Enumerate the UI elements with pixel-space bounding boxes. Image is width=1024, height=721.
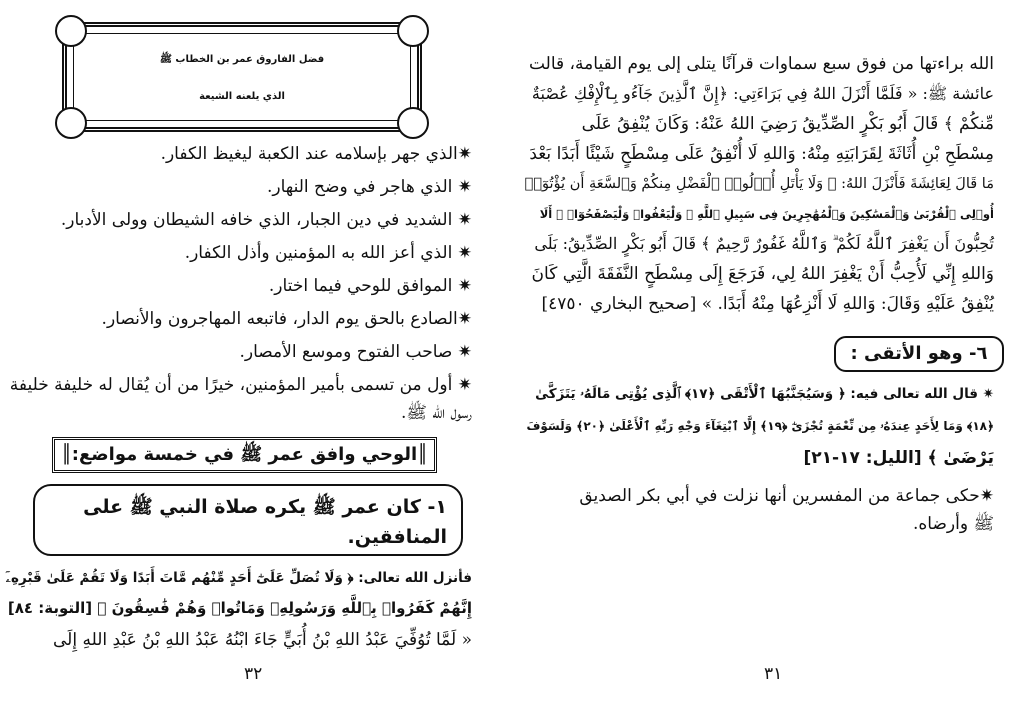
body-line: ✷حكى جماعة من المفسرين أنها نزلت في أبي بكر الصديق <box>579 486 994 506</box>
bullet-item: ✷ الشديد في دين الجبار، الذي خافه الشيطان وولى الأدبار. <box>60 210 472 230</box>
left-page <box>0 0 508 721</box>
ornament-corner <box>397 107 429 139</box>
numbered-heading-box <box>33 484 463 556</box>
page-number: ٣١ <box>764 664 783 684</box>
bullet-item: ✷ أول من تسمى بأمير المؤمنين، خيرًا من أن يُقال له خليفة خليفة <box>9 375 472 395</box>
page-number: ٣٢ <box>244 664 263 684</box>
book-gutter <box>508 0 516 721</box>
bullet-item: ✷ الموافق للوحي فيما اختار. <box>268 276 472 296</box>
bullet-item-continuation: رسول الله ﷺ. <box>401 403 472 423</box>
heading-line: المنافقين. <box>347 526 447 548</box>
body-line: عائشة ﷺ: « فَلَمَّا أَنْزَلَ اللهُ فِي بَرَاءَتِي: ﴿إِنَّ ٱلَّذِينَ جَآءُو بِٱلْإِفْكِ عُصْبَةٌ <box>531 84 994 103</box>
bullet-item: ✷ صاحب الفتوح وموسع الأمصار. <box>239 342 472 362</box>
bullet-item: ✷ الذي هاجر في وضح النهار. <box>266 177 472 197</box>
page-title: فضل الفاروق عمر بن الخطاب ﷺ <box>159 54 325 65</box>
page-subtitle: الذي يلعنه الشيعة <box>199 91 285 102</box>
verse-line: فأنزل الله تعالى: ﴿ وَلَا تُصَلِّ عَلَىٰٓ أَحَدٍ مِّنْهُم مَّاتَ أَبَدًا وَلَا تَقُمْ عَلَىٰ قَبْرِهِۦٓ <box>5 570 472 586</box>
right-page <box>516 0 1024 721</box>
body-line: تُحِبُّونَ أَن يَغْفِرَ ٱللَّهُ لَكُمْ ۗ وَٱللَّهُ غَفُورٌ رَّحِيمٌ ﴾ قَالَ أَبُو بَكْرٍ الصِّدِّيقُ: بَلَى <box>534 234 994 253</box>
section-banner: ║ الوحي وافق عمر ﷺ في خمسة مواضع: ║ <box>52 437 437 473</box>
ornament-corner <box>55 107 87 139</box>
bullet-item: ✷الذي جهر بإسلامه عند الكعبة ليغيظ الكفار. <box>160 144 472 164</box>
body-line: مِّنكُمْ ﴾ قَالَ أَبُو بَكْرٍ الصِّدِّيقُ رَضِيَ اللهُ عَنْهُ: وَكَانَ يُنْفِقُ عَلَى <box>581 114 994 134</box>
body-line: وَاللهِ إِنِّي لَأُحِبُّ أَنْ يَغْفِرَ اللهُ لِي، فَرَجَعَ إِلَى مِسْطَحٍ النَّفَقَةَ الَّتِي كَانَ <box>531 264 994 284</box>
verse-line: ﴿١٨﴾ وَمَا لِأَحَدٍ عِندَهُۥ مِن نِّعْمَةٍ تُجْزَىٰٓ ﴿١٩﴾ إِلَّا ٱبْتِغَآءَ وَجْهِ رَبِّهِ ٱلْأَعْلَىٰ ﴿٢٠﴾ وَلَسَوْفَ <box>526 419 994 433</box>
bullet-item: ✷الصادع بالحق يوم الدار، فاتبعه المهاجرون والأنصار. <box>101 309 472 329</box>
ornament-corner <box>55 15 87 47</box>
bullet-item: ✷ الذي أعز الله به المؤمنين وأذل الكفار. <box>184 243 472 263</box>
verse-line: إِنَّهُمْ كَفَرُوا۟ بِٱللَّهِ وَرَسُولِهِۦ وَمَاتُوا۟ وَهُمْ فَٰسِقُونَ ﴾ [التوبة: ٨٤] <box>7 599 472 617</box>
verse-line: يَرْضَىٰ ﴾ [الليل: ١٧-٢١] <box>803 448 994 468</box>
verse-line: أُو۟لِى ٱلْقُرْبَىٰ وَٱلْمَسَٰكِينَ وَٱلْمُهَٰجِرِينَ فِى سَبِيلِ ٱللَّهِ ۖ وَلْيَعْفُوا۟ وَلْيَصْفَحُوٓا۟ ۗ أَلَا <box>539 207 994 221</box>
body-line: مِسْطَحِ بْنِ أُثَاثَةَ لِقَرَابَتِهِ مِنْهُ: وَاللهِ لَا أُنْفِقُ عَلَى مِسْطَحٍ شَيْئًا أَبَدًا بَعْدَ <box>529 144 994 164</box>
verse-line: ✷ قال الله تعالى فيه: ﴿ وَسَيُجَنَّبُهَا ٱلْأَتْقَى ﴿١٧﴾ ٱلَّذِى يُؤْتِى مَالَهُۥ يَتَزَكَّىٰ <box>535 386 994 402</box>
body-line: يُنْفِقُ عَلَيْهِ وَقَالَ: وَاللهِ لَا أَنْزِعُهَا مِنْهُ أَبَدًا. » [صحيح البخاري ٤٧٥٠] <box>541 294 994 314</box>
title-frame <box>62 22 422 132</box>
ornament-corner <box>397 15 429 47</box>
heading-line: ١- كان عمر ﷺ يكره صلاة النبي ﷺ على <box>83 496 447 518</box>
body-line: مَا قَالَ لِعَائِشَةَ فَأَنْزَلَ اللهُ: ﴿ وَلَا يَأْتَلِ أُو۟لُوا۟ ٱلْفَضْلِ مِنكُمْ وَٱلسَّعَةِ أَن يُؤْتُوٓا۟ <box>524 176 994 192</box>
numbered-heading-box: ٦- وهو الأتقى : <box>834 336 1004 372</box>
body-line: الله براءتها من فوق سبع سماوات قرآنًا يتلى إلى يوم القيامة، قالت <box>528 54 994 74</box>
body-line: ﷺ وأرضاه. <box>912 514 994 534</box>
hadith-line: « لَمَّا تُوُفِّيَ عَبْدُ اللهِ بْنُ أُبَيٍّ جَاءَ ابْنُهُ عَبْدُ اللهِ بْنُ عَبْدِ اللهِ إِلَى <box>53 630 472 650</box>
